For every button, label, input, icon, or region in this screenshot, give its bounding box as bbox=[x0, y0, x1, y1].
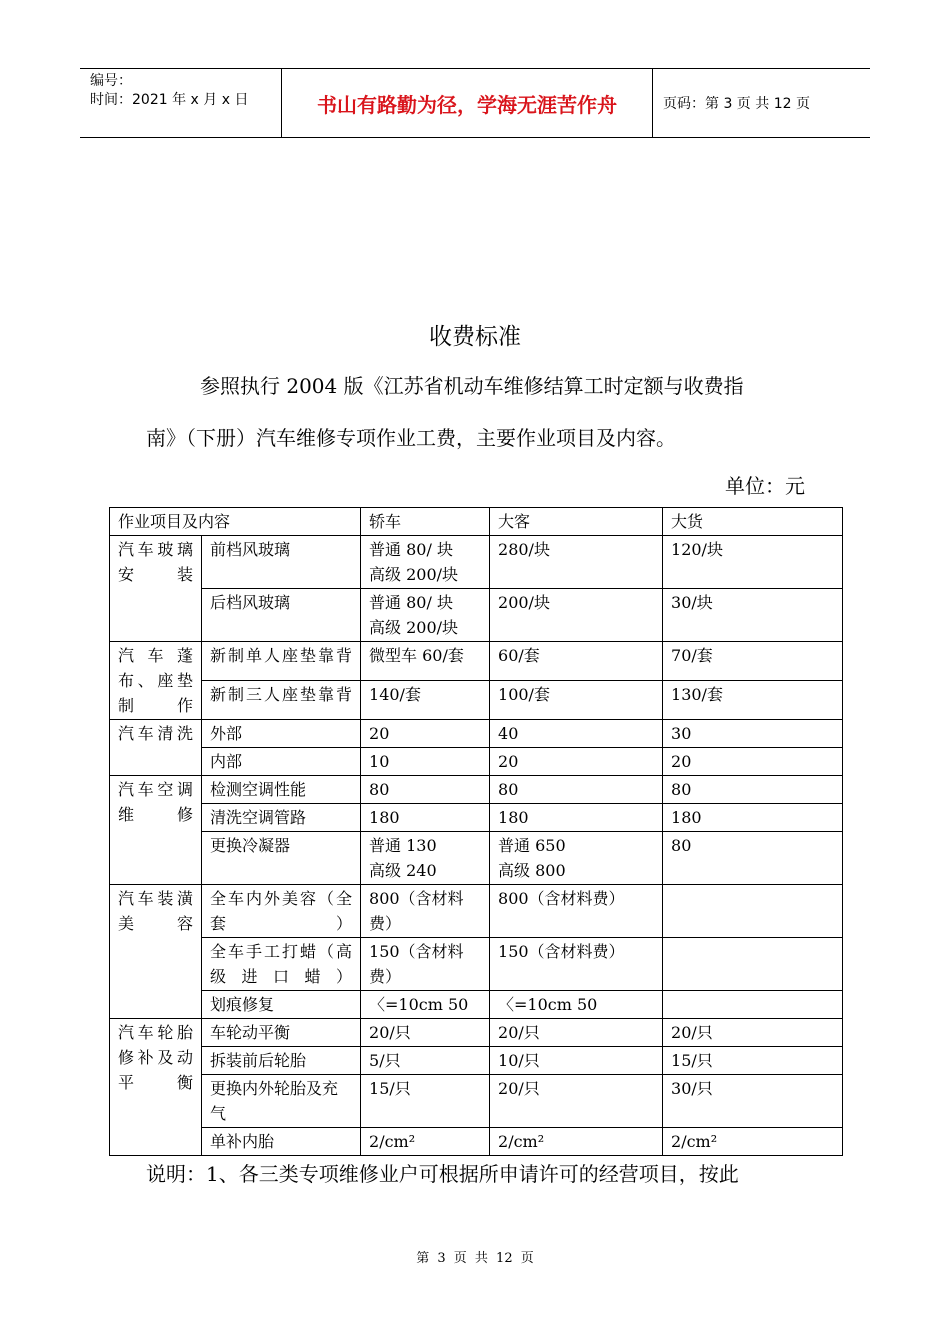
header-page-info: 页码：第 3 页 共 12 页 bbox=[663, 96, 810, 112]
table-row bbox=[110, 720, 843, 748]
price-line: 普通 80/ 块 bbox=[369, 593, 453, 612]
item-cell: 外部 bbox=[202, 720, 361, 748]
price-cell-car bbox=[361, 681, 490, 720]
price-line: 高级 800 bbox=[498, 861, 566, 880]
intro-line-1: 参照执行 2004 版《江苏省机动车维修结算工时定额与收费指 bbox=[200, 374, 744, 398]
price-line: 高级 240 bbox=[369, 861, 437, 880]
price-cell-car bbox=[361, 1019, 490, 1047]
page-footer: 第 3 页 共 12 页 bbox=[416, 1251, 534, 1266]
price-line: 15/只 bbox=[671, 1051, 713, 1070]
item-cell: 更换内外轮胎及充气 bbox=[202, 1075, 361, 1128]
price-line: 180 bbox=[671, 808, 702, 827]
table-header-row bbox=[110, 508, 843, 536]
price-cell-car bbox=[361, 991, 490, 1019]
price-cell-truck bbox=[663, 832, 843, 885]
price-line: 280/块 bbox=[498, 540, 550, 559]
table-row bbox=[110, 589, 843, 642]
price-cell-bus bbox=[490, 748, 663, 776]
header-motto: 书山有路勤为径，学海无涯苦作舟 bbox=[282, 69, 653, 137]
price-cell-car bbox=[361, 589, 490, 642]
price-cell-car bbox=[361, 885, 490, 938]
price-line: 130/套 bbox=[671, 685, 723, 704]
table-row bbox=[110, 1019, 843, 1047]
price-line: 150（含材料费） bbox=[369, 942, 464, 986]
item-cell: 清洗空调管路 bbox=[202, 804, 361, 832]
price-cell-truck bbox=[663, 991, 843, 1019]
table-row bbox=[110, 642, 843, 681]
price-line: 20/只 bbox=[671, 1023, 713, 1042]
price-cell-truck bbox=[663, 681, 843, 720]
header-cell-item: 作业项目及内容 bbox=[110, 508, 361, 536]
price-line: 微型车 60/套 bbox=[369, 646, 464, 665]
item-cell: 内部 bbox=[202, 748, 361, 776]
price-cell-car bbox=[361, 1047, 490, 1075]
table-row bbox=[110, 1047, 843, 1075]
price-cell-bus bbox=[490, 804, 663, 832]
price-line: 120/块 bbox=[671, 540, 723, 559]
price-cell-bus bbox=[490, 642, 663, 681]
price-line: 800（含材料费） bbox=[498, 889, 625, 908]
date-line: 时间：2021 年 x 月 x 日 bbox=[90, 92, 249, 108]
category-cell: 汽车蓬布、座垫制作 bbox=[110, 642, 202, 720]
item-cell: 车轮动平衡 bbox=[202, 1019, 361, 1047]
note-text: 说明：1、各三类专项维修业户可根据所申请许可的经营项目，按此 bbox=[146, 1162, 739, 1186]
price-cell-car bbox=[361, 748, 490, 776]
price-line: 70/套 bbox=[671, 646, 713, 665]
price-line: 180 bbox=[498, 808, 529, 827]
price-cell-bus bbox=[490, 720, 663, 748]
price-line: 800（含材料费） bbox=[369, 889, 464, 933]
price-line: 普通 130 bbox=[369, 836, 437, 855]
price-line: 60/套 bbox=[498, 646, 540, 665]
table-row bbox=[110, 776, 843, 804]
serial-label: 编号： bbox=[90, 73, 132, 89]
price-line: 80 bbox=[498, 780, 519, 799]
table-row bbox=[110, 991, 843, 1019]
price-line: 80 bbox=[671, 836, 692, 855]
item-cell: 单补内胎 bbox=[202, 1128, 361, 1156]
price-line: 10 bbox=[369, 752, 390, 771]
table-row bbox=[110, 938, 843, 991]
table-row bbox=[110, 1128, 843, 1156]
item-cell: 新制单人座垫靠背 bbox=[202, 642, 361, 681]
price-cell-car bbox=[361, 536, 490, 589]
table-row bbox=[110, 1075, 843, 1128]
table-row bbox=[110, 804, 843, 832]
price-cell-car bbox=[361, 832, 490, 885]
price-line: 20 bbox=[498, 752, 519, 771]
price-cell-truck bbox=[663, 720, 843, 748]
price-cell-truck bbox=[663, 776, 843, 804]
price-cell-bus bbox=[490, 1075, 663, 1128]
header-cell-truck: 大货 bbox=[663, 508, 843, 536]
price-line: 高级 200/块 bbox=[369, 565, 459, 584]
price-line: 2/cm² bbox=[671, 1132, 718, 1151]
item-cell: 全车内外美容（全套） bbox=[202, 885, 361, 938]
item-cell: 后档风玻璃 bbox=[202, 589, 361, 642]
price-cell-truck bbox=[663, 536, 843, 589]
price-line: 20 bbox=[671, 752, 692, 771]
price-cell-bus bbox=[490, 1019, 663, 1047]
price-line: 20/只 bbox=[498, 1079, 540, 1098]
price-cell-bus bbox=[490, 681, 663, 720]
price-line: 40 bbox=[498, 724, 519, 743]
price-cell-bus bbox=[490, 776, 663, 804]
price-line: 普通 80/ 块 bbox=[369, 540, 453, 559]
category-cell: 汽车清洗 bbox=[110, 720, 202, 776]
table-row bbox=[110, 832, 843, 885]
price-cell-bus bbox=[490, 1047, 663, 1075]
price-cell-truck bbox=[663, 1019, 843, 1047]
price-line: 30 bbox=[671, 724, 692, 743]
price-cell-truck bbox=[663, 1128, 843, 1156]
category-cell: 汽车装潢美容 bbox=[110, 885, 202, 1019]
table-row bbox=[110, 681, 843, 720]
table-row bbox=[110, 536, 843, 589]
price-line: 100/套 bbox=[498, 685, 550, 704]
price-line: 150（含材料费） bbox=[498, 942, 625, 961]
price-cell-car bbox=[361, 1128, 490, 1156]
header-cell-car: 轿车 bbox=[361, 508, 490, 536]
price-line: 80 bbox=[671, 780, 692, 799]
price-cell-car bbox=[361, 804, 490, 832]
price-line: 5/只 bbox=[369, 1051, 401, 1070]
fee-table bbox=[109, 507, 843, 1156]
price-line: 20/只 bbox=[498, 1023, 540, 1042]
price-cell-truck bbox=[663, 642, 843, 681]
price-cell-truck bbox=[663, 748, 843, 776]
price-cell-bus bbox=[490, 938, 663, 991]
price-line: 30/只 bbox=[671, 1079, 713, 1098]
table-row bbox=[110, 885, 843, 938]
price-cell-bus bbox=[490, 536, 663, 589]
price-line: 180 bbox=[369, 808, 400, 827]
price-line: 80 bbox=[369, 780, 390, 799]
category-cell: 汽车空调维修 bbox=[110, 776, 202, 885]
price-cell-car bbox=[361, 1075, 490, 1128]
intro-line-2: 南》（下册）汽车维修专项作业工费，主要作业项目及内容。 bbox=[146, 426, 676, 450]
item-cell: 更换冷凝器 bbox=[202, 832, 361, 885]
header-cell-bus: 大客 bbox=[490, 508, 663, 536]
price-cell-truck bbox=[663, 938, 843, 991]
table-row bbox=[110, 748, 843, 776]
price-line: 20/只 bbox=[369, 1023, 411, 1042]
price-cell-car bbox=[361, 938, 490, 991]
price-line: 15/只 bbox=[369, 1079, 411, 1098]
page-header bbox=[80, 68, 870, 138]
item-cell: 划痕修复 bbox=[202, 991, 361, 1019]
price-line: 〈=10cm 50 bbox=[498, 995, 598, 1014]
price-line: 200/块 bbox=[498, 593, 550, 612]
price-cell-truck bbox=[663, 589, 843, 642]
price-cell-bus bbox=[490, 885, 663, 938]
item-cell: 全车手工打蜡（高级进口蜡） bbox=[202, 938, 361, 991]
price-line: 20 bbox=[369, 724, 390, 743]
item-cell: 前档风玻璃 bbox=[202, 536, 361, 589]
item-cell: 新制三人座垫靠背 bbox=[202, 681, 361, 720]
price-line: 高级 200/块 bbox=[369, 618, 459, 637]
price-cell-car bbox=[361, 720, 490, 748]
unit-label: 单位：元 bbox=[725, 474, 805, 498]
price-cell-bus bbox=[490, 832, 663, 885]
price-line: 30/块 bbox=[671, 593, 713, 612]
price-line: 普通 650 bbox=[498, 836, 566, 855]
price-line: 140/套 bbox=[369, 685, 421, 704]
header-meta bbox=[80, 69, 282, 137]
price-line: 2/cm² bbox=[498, 1132, 545, 1151]
price-cell-truck bbox=[663, 1047, 843, 1075]
price-line: 2/cm² bbox=[369, 1132, 416, 1151]
document-title: 收费标准 bbox=[429, 324, 521, 350]
category-cell: 汽车轮胎修补及动平衡 bbox=[110, 1019, 202, 1156]
price-cell-truck bbox=[663, 804, 843, 832]
item-cell: 检测空调性能 bbox=[202, 776, 361, 804]
price-line: 〈=10cm 50 bbox=[369, 995, 469, 1014]
price-cell-car bbox=[361, 642, 490, 681]
price-cell-bus bbox=[490, 991, 663, 1019]
item-cell: 拆装前后轮胎 bbox=[202, 1047, 361, 1075]
category-cell: 汽车玻璃安装 bbox=[110, 536, 202, 642]
price-cell-truck bbox=[663, 885, 843, 938]
price-cell-car bbox=[361, 776, 490, 804]
price-cell-truck bbox=[663, 1075, 843, 1128]
price-cell-bus bbox=[490, 589, 663, 642]
price-line: 10/只 bbox=[498, 1051, 540, 1070]
price-cell-bus bbox=[490, 1128, 663, 1156]
